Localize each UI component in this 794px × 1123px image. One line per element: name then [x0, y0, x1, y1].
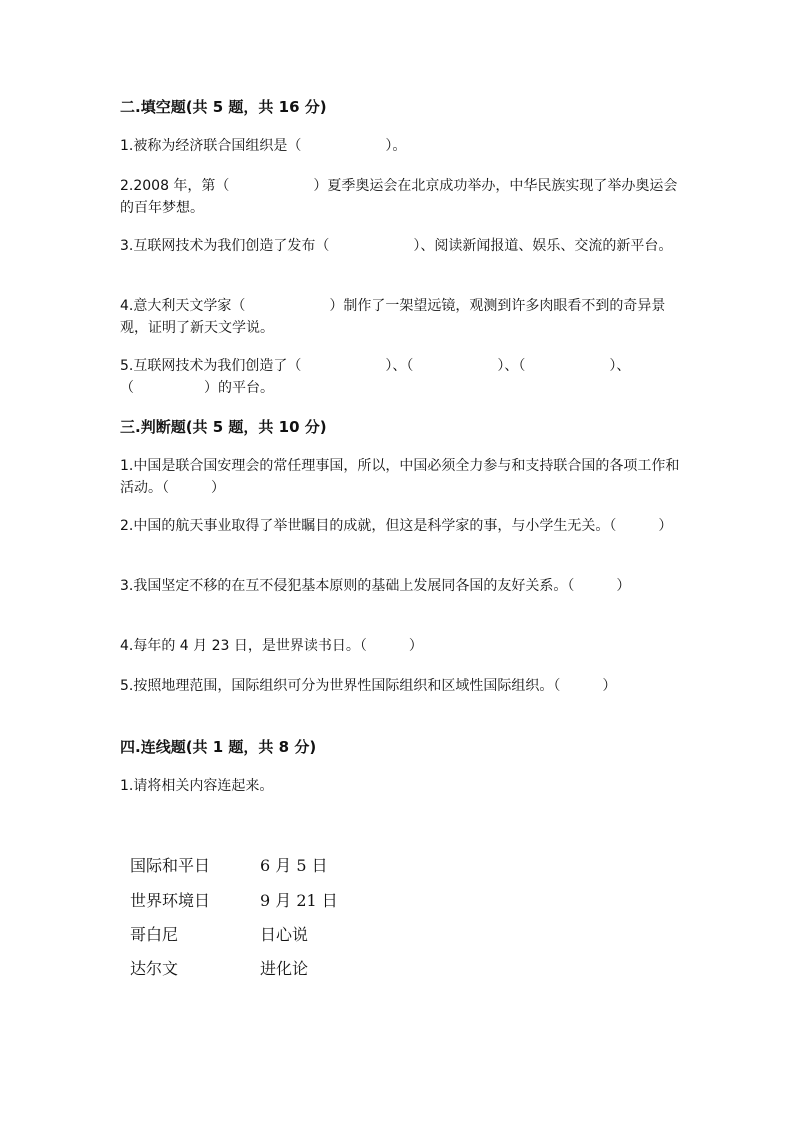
question-match-1: 1.请将相关内容连起来。: [120, 778, 274, 794]
question-fill-3: 3.互联网技术为我们创造了发布（ ）、阅读新闻报道、娱乐、交流的新平台。: [120, 238, 673, 254]
question-judge-2: 2.中国的航天事业取得了举世瞩目的成就，但这是科学家的事，与小学生无关。（ ）: [120, 518, 673, 534]
section-title-true-false: 三.判断题(共 5 题，共 10 分): [120, 418, 327, 436]
match-right-2: 9 月 21 日: [260, 891, 338, 910]
question-judge-4: 4.每年的 4 月 23 日，是世界读书日。（ ）: [120, 638, 423, 654]
section-title-fill-blank: 二.填空题(共 5 题，共 16 分): [120, 98, 327, 116]
match-left-3: 哥白尼: [130, 925, 179, 944]
match-left-1: 国际和平日: [130, 856, 211, 875]
question-judge-1: 1.中国是联合国安理会的常任理事国，所以，中国必须全力参与和支持联合国的各项工作和活动。（ ）: [120, 458, 680, 496]
match-left-2: 世界环境日: [130, 891, 211, 910]
question-fill-1: 1.被称为经济联合国组织是（ ）。: [120, 138, 407, 154]
question-judge-3: 3.我国坚定不移的在互不侵犯基本原则的基础上发展同各国的友好关系。（ ）: [120, 578, 631, 594]
question-fill-5: 5.互联网技术为我们创造了（ ）、（ ）、（ ）、（ ）的平台。: [120, 358, 631, 396]
question-fill-4: 4.意大利天文学家（ ）制作了一架望远镜，观测到许多肉眼看不到的奇异景观，证明了新天文学说。: [120, 298, 666, 336]
match-right-1: 6 月 5 日: [260, 856, 328, 875]
match-left-4: 达尔文: [130, 959, 179, 978]
match-right-4: 进化论: [260, 959, 309, 978]
question-fill-2: 2.2008 年，第（ ）夏季奥运会在北京成功举办，中华民族实现了举办奥运会的百年梦想。: [120, 178, 678, 216]
match-right-3: 日心说: [260, 925, 309, 944]
question-judge-5: 5.按照地理范围，国际组织可分为世界性国际组织和区域性国际组织。（ ）: [120, 678, 617, 694]
section-title-matching: 四.连线题(共 1 题，共 8 分): [120, 738, 317, 756]
